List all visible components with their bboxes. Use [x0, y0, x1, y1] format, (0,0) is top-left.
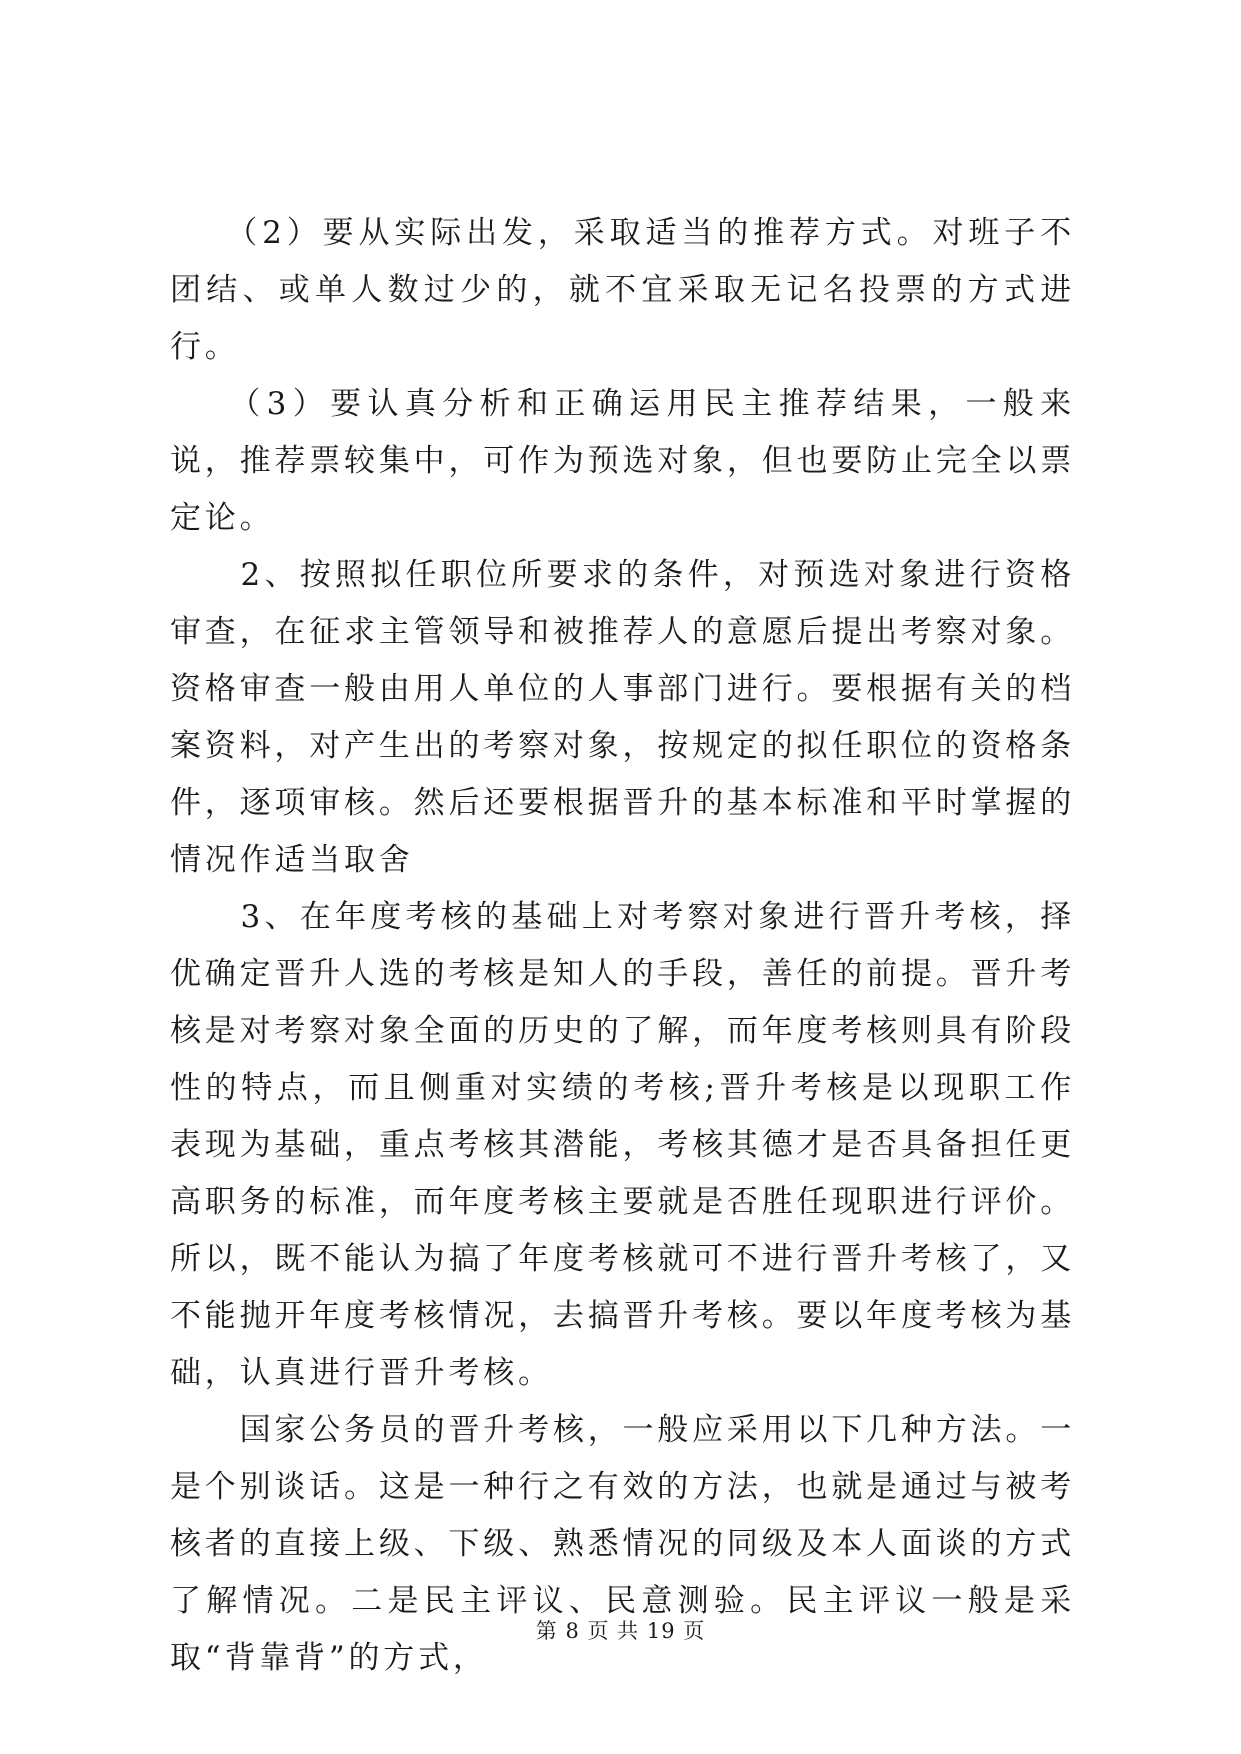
paragraph-promotion-assessment: 3、在年度考核的基础上对考察对象进行晋升考核，择优确定晋升人选的考核是知人的手段，善任的前提。晋升考核是对考察对象全面的历史的了解，而年度考核则具有阶段性的特点，而且侧重对实绩的考核;晋升考核是以现职工作表现为基础，重点考核其潜能，考核其德才是否具备担任更高职务的标准，而年度考核主要就是否胜任现职进行评价。所以，既不能认为搞了年度考核就可不进行晋升考核了，又不能抛开年度考核情况，去搞晋升考核。要以年度考核为基础，认真进行晋升考核。 [170, 899, 1075, 1391]
body-text [170, 205, 1075, 1687]
paragraph-recommend-result: （3）要认真分析和正确运用民主推荐结果，一般来说，推荐票较集中，可作为预选对象，但也要防止完全以票定论。 [170, 386, 1075, 536]
page-number-footer: 第 8 页 共 19 页 [535, 1619, 706, 1643]
paragraph-recommend-method: （2）要从实际出发，采取适当的推荐方式。对班子不团结、或单人数过少的，就不宜采取无记名投票的方式进行。 [170, 215, 1075, 365]
paragraph-assessment-methods: 国家公务员的晋升考核，一般应采用以下几种方法。一是个别谈话。这是一种行之有效的方法，也就是通过与被考核者的直接上级、下级、熟悉情况的同级及本人面谈的方式了解情况。二是民主评议、民意测验。民主评议一般是采取“背靠背”的方式， [170, 1412, 1075, 1676]
paragraph-qualification-review: 2、按照拟任职位所要求的条件，对预选对象进行资格审查，在征求主管领导和被推荐人的意愿后提出考察对象。资格审查一般由用人单位的人事部门进行。要根据有关的档案资料，对产生出的考察对象，按规定的拟任职位的资格条件，逐项审核。然后还要根据晋升的基本标准和平时掌握的情况作适当取舍 [170, 557, 1075, 878]
